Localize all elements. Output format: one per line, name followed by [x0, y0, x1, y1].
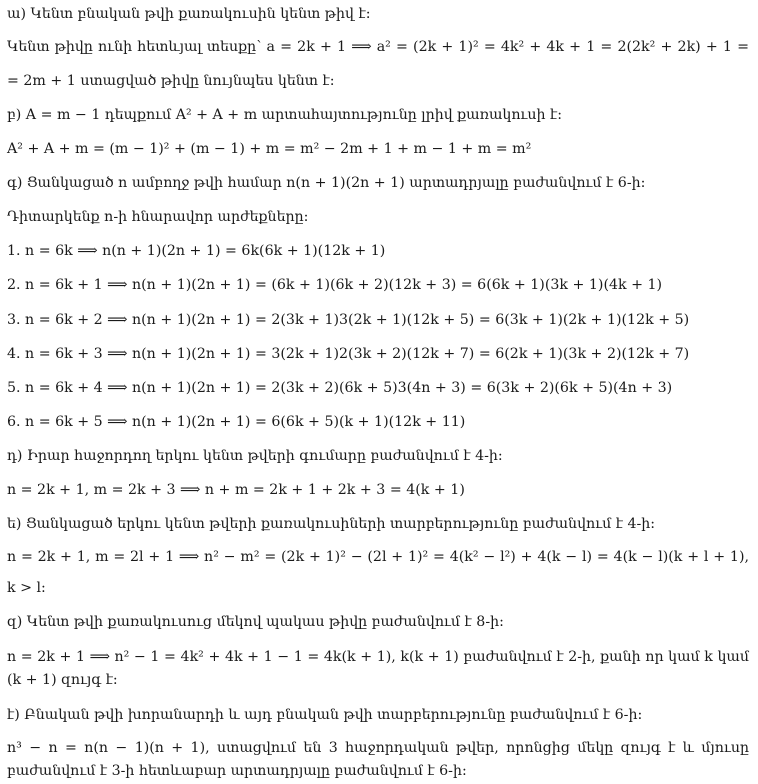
text-line-a-proof-2: = 2m + 1 ստացված թիվը նույնպես կենտ է:: [7, 73, 335, 89]
text-line-d-proof: n = 2k + 1, m = 2k + 3 ⟹ n + m = 2k + 1 + 2k + 3 = 4(k + 1): [7, 482, 465, 498]
text-line-f-proof-2: (k + 1) զույգ է:: [7, 672, 118, 688]
text-line-case-5: 5. n = 6k + 4 ⟹ n(n + 1)(2n + 1) = 2(3k + 2)(6k + 5)3(4n + 3) = 6(3k + 2)(6k + 5)(4n + 3): [7, 380, 673, 396]
text-line-f-heading: զ) Կենտ թվի քառակուսուց մեկով պակաս թիվը բաժանվում է 8-ի:: [7, 614, 504, 630]
text-line-f-proof-1: n = 2k + 1 ⟹ n² − 1 = 4k² + 4k + 1 − 1 = 4k(k + 1), k(k + 1) բաժանվում է 2-ի, քանի որ կամ k կամ: [7, 649, 749, 665]
text-line-case-6: 6. n = 6k + 5 ⟹ n(n + 1)(2n + 1) = 6(6k + 5)(k + 1)(12k + 11): [7, 414, 466, 430]
text-line-a-heading: ա) Կենտ բնական թվի քառակուսին կենտ թիվ է:: [7, 6, 371, 22]
text-line-d-heading: դ) Իրար հաջորդող երկու կենտ թվերի գումարը բաժանվում է 4-ի:: [7, 448, 503, 464]
text-line-case-2: 2. n = 6k + 1 ⟹ n(n + 1)(2n + 1) = (6k + 1)(6k + 2)(12k + 3) = 6(6k + 1)(3k + 1)(4k + 1): [7, 277, 663, 293]
text-line-case-1: 1. n = 6k ⟹ n(n + 1)(2n + 1) = 6k(6k + 1)(12k + 1): [7, 243, 386, 259]
text-line-g-proof-2: բաժանվում է 3-ի հետևաբար արտադրյալը բաժանվում է 6-ի:: [7, 763, 467, 779]
text-line-e-heading: ե) Ցանկացած երկու կենտ թվերի քառակուսիների տարբերությունը բաժանվում է 4-ի:: [7, 516, 656, 532]
text-line-c-heading: գ) Ցանկացած n ամբողջ թվի համար n(n + 1)(2n + 1) արտադրյալը բաժանվում է 6-ի:: [7, 175, 646, 191]
text-line-case-4: 4. n = 6k + 3 ⟹ n(n + 1)(2n + 1) = 3(2k + 1)2(3k + 2)(12k + 7) = 6(2k + 1)(3k + 2)(12k + 7): [7, 346, 690, 362]
text-line-e-proof-1: n = 2k + 1, m = 2l + 1 ⟹ n² − m² = (2k + 1)² − (2l + 1)² = 4(k² − l²) + 4(k − l) = 4(k − l)(k + l + 1),: [7, 549, 749, 565]
text-line-b-heading: բ) A = m − 1 դեպքում A² + A + m արտահայտությունը լրիվ քառակուսի է:: [7, 107, 563, 123]
text-line-c-intro: Դիտարկենք n-ի հնարավոր արժեքները:: [7, 209, 309, 225]
text-line-b-proof: A² + A + m = (m − 1)² + (m − 1) + m = m² − 2m + 1 + m − 1 + m = m²: [7, 141, 532, 157]
text-line-g-proof-1: n³ − n = n(n − 1)(n + 1), ստացվում են 3 հաջորդական թվեր, որոնցից մեկը զույգ է և մյուսը: [7, 740, 749, 756]
text-line-g-heading: է) Բնական թվի խորանարդի և այդ բնական թվի տարբերությունը բաժանվում է 6-ի:: [7, 707, 643, 723]
text-line-case-3: 3. n = 6k + 2 ⟹ n(n + 1)(2n + 1) = 2(3k + 1)3(2k + 1)(12k + 5) = 6(3k + 1)(2k + 1)(12k + 5): [7, 312, 690, 328]
text-line-e-proof-2: k > l:: [7, 580, 46, 596]
text-line-a-proof-1: Կենտ թիվը ունի հետևյալ տեսքը՝ a = 2k + 1 ⟹ a² = (2k + 1)² = 4k² + 4k + 1 = 2(2k² + 2k) + 1 =: [7, 39, 749, 55]
